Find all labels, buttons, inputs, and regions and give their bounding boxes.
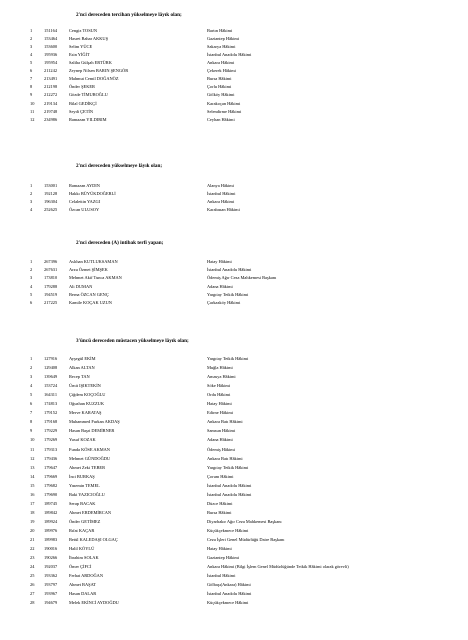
row-number: 22 [30,546,35,551]
list-row [0,582,468,590]
registry-number: 179647 [44,464,58,470]
row-number: 1 [30,356,33,361]
assignment: İstanbul Anadolu Hâkimi [207,52,252,58]
assignment: İstanbul Anadolu Hâkimi [207,267,252,273]
list-row [0,109,468,117]
row-number: 28 [30,600,35,606]
assignment: Gaziantep Hâkimi [207,555,240,561]
assignment: Amasya Hâkimi [207,374,236,380]
row-number: 26 [30,582,35,588]
registry-number: 179690 [44,491,58,497]
list-row [0,365,468,373]
person-name: Alkan ALTAN [69,365,95,371]
list-row [0,492,468,500]
section-heading: 2'nci dereceden (A) intibak terfi yapan; [76,240,164,246]
row-number: 5 [30,291,33,297]
registry-number: 267396 [44,259,58,264]
list-row [0,537,468,545]
assignment: Söke Hâkimi [207,383,231,389]
row-number: 21 [30,537,35,542]
assignment: Hatay Hâkimi [207,259,232,264]
list-row [0,591,468,599]
section-heading: 2'nci dereceden yükselmeye lâyık olan; [76,163,163,169]
registry-number: 164311 [44,392,58,398]
list-row [0,573,468,581]
person-name: Özcan ULUSOY [69,207,100,213]
row-number: 4 [30,207,33,213]
list-row [0,267,468,275]
list-row [0,92,468,100]
list-row [0,60,468,68]
registry-number: 179269 [44,437,58,443]
assignment: Gölköy Hâkimi [207,92,235,98]
row-number: 2 [30,267,33,273]
assignment: Diyarbakır Ağır Ceza Mahkemesi Başkanı [207,518,282,524]
registry-number: 153724 [44,383,58,389]
person-name: Ahmet BAŞAT [69,582,96,588]
assignment: İstanbul Anadolu Hâkimi [207,591,252,597]
assignment: Ceyhan Hâkimi [207,116,235,122]
person-name: Saliha Gülşah ERTÜRK [69,60,112,66]
list-row [0,76,468,84]
registry-number: 189983 [44,537,58,542]
list-row [0,564,468,572]
list-row [0,300,468,308]
person-name: Ramazan AYDIN [69,183,100,188]
person-name: Hasret Bahar AKKUŞ [69,36,109,41]
row-number: 2 [30,365,33,371]
list-row [0,519,468,527]
person-name: Baki YAZICIOĞLU [69,491,105,497]
row-number: 10 [30,100,35,106]
list-row [0,546,468,554]
registry-number: 213491 [44,76,58,82]
person-name: Kamile KOÇAK UZUN [69,300,112,305]
row-number: 25 [30,573,35,579]
list-row [0,410,468,418]
row-number: 1 [30,259,33,264]
assignment: Çekerek Hâkimi [207,68,236,74]
person-name: Ramazan YILDIRIM [69,116,107,122]
row-number: 23 [30,555,35,561]
list-row [0,259,468,267]
row-number: 9 [30,92,33,98]
list-row [0,284,468,292]
person-name: Melek EKİNCİ AYDOĞDU [69,600,119,606]
person-name: Mahmut Cemil DOĞANÖZ [69,76,119,82]
assignment: Gölbaşı(Ankara) Hâkimi [207,582,251,588]
person-name: Serap BACAK [69,500,96,506]
assignment: Gaziantep Hâkimi [207,36,240,41]
row-number: 24 [30,564,35,570]
person-name: Hasan DALAR [69,591,97,597]
person-name: Recep TAN [69,374,90,380]
person-name: Bilal GEDİKÇİ [69,100,97,106]
registry-number: 179168 [44,419,58,425]
list-row [0,101,468,109]
person-name: Zeynep Nilsen BARIN ŞENGÖR [69,68,129,74]
assignment: Ordu Hâkimi [207,392,231,398]
list-row [0,207,468,215]
list-row [0,437,468,445]
person-name: Arzu Özmet ŞİMŞEK [69,267,108,273]
assignment: Ankara Hâkimi [207,60,235,66]
row-number: 6 [30,68,33,74]
list-row [0,392,468,400]
assignment: Alanya Hâkimi [207,183,234,188]
person-name: Halil KÖYLÜ [69,546,95,551]
assignment: Yargıtay Tetkik Hâkimi [207,291,249,297]
list-row [0,374,468,382]
row-number: 4 [30,383,33,389]
person-name: Önder ŞEKER [69,84,95,90]
person-name: Berna ÖZCAN GENÇ [69,291,109,297]
row-number: 18 [30,509,35,515]
list-row [0,356,468,364]
registry-number: 179313 [44,446,58,452]
registry-number: 153464 [44,36,58,41]
list-row [0,52,468,60]
list-row [0,275,468,283]
list-row [0,555,468,563]
list-row [0,199,468,207]
row-number: 12 [30,455,35,461]
list-row [0,483,468,491]
assignment: Edirne Hâkimi [207,410,233,416]
registry-number: 189924 [44,518,58,524]
row-number: 2 [30,191,33,197]
assignment: Adana Hâkimi [207,437,233,443]
assignment: Bartın Hâkimi [207,28,233,33]
row-number: 8 [30,419,33,425]
registry-number: 153600 [44,44,58,50]
row-number: 5 [30,60,33,66]
person-name: Çiğdem KOÇOĞLU [69,392,106,398]
assignment: Ankara Batı Hâkimi [207,455,243,461]
registry-number: 139649 [44,374,58,380]
row-number: 5 [30,392,33,398]
person-name: Cengiz TOSUN [69,28,98,33]
row-number: 3 [30,44,33,50]
row-number: 6 [30,401,33,407]
registry-number: 127916 [44,356,58,361]
assignment: Ödemiş Ağır Ceza Mahkemesi Başkanı [207,275,277,281]
person-name: Hasan Başri DEMİRNER [69,428,115,434]
person-name: Yasemin TEMEL [69,482,100,488]
registry-number: 189976 [44,528,58,533]
row-number: 12 [30,116,35,122]
registry-number: 193797 [44,582,58,588]
registry-number: 193362 [44,573,58,579]
list-row [0,28,468,36]
person-name: Rıfat KAÇAR [69,528,95,533]
row-number: 3 [30,199,33,205]
registry-number: 129408 [44,365,58,371]
assignment: Çorlu Hâkimi [207,84,232,90]
list-row [0,68,468,76]
person-name: Esin YİĞİT [69,52,90,58]
list-row [0,36,468,44]
list-row [0,419,468,427]
person-name: Funda KÖSE AKMAN [69,446,110,452]
list-row [0,510,468,518]
registry-number: 194519 [44,291,58,297]
row-number: 2 [30,36,33,41]
row-number: 7 [30,410,33,416]
list-row [0,191,468,199]
assignment: Ankara Hâkimi [207,199,235,205]
assignment: Sakarya Hâkimi [207,44,236,50]
assignment: İstanbul Hâkimi [207,573,236,579]
registry-number: 151164 [44,28,58,33]
registry-number: 267631 [44,267,58,273]
assignment: Çorum Hâkimi [207,473,234,479]
assignment: İstanbul Hâkimi [207,191,236,197]
person-name: Aslıhan KUTLUKSAMAN [69,259,118,264]
person-name: Yusuf KOZAK [69,437,96,443]
registry-number: 179669 [44,473,58,479]
list-row [0,44,468,52]
assignment: Düzce Hâkimi [207,500,233,506]
row-number: 7 [30,76,33,82]
assignment: İstanbul Anadolu Hâkimi [207,491,252,497]
row-number: 4 [30,52,33,58]
assignment: Hatay Hâkimi [207,401,232,407]
registry-number: 189745 [44,500,58,506]
row-number: 3 [30,275,33,281]
row-number: 11 [30,108,35,114]
row-number: 1 [30,183,33,188]
person-name: Ümit IŞIKTEKİN [69,383,101,389]
row-number: 3 [30,374,33,380]
assignment: Bursa Hâkimi [207,509,232,515]
registry-number: 192128 [44,191,58,197]
registry-number: 217225 [44,300,58,305]
registry-number: 212198 [44,84,58,90]
list-row [0,292,468,300]
registry-number: 179229 [44,428,58,434]
list-row [0,528,468,536]
list-row [0,401,468,409]
list-row [0,474,468,482]
registry-number: 190266 [44,555,58,561]
list-row [0,383,468,391]
person-name: Önder GETİMEZ [69,518,101,524]
registry-number: 190016 [44,546,58,551]
row-number: 20 [30,528,35,533]
row-number: 27 [30,591,35,597]
row-number: 8 [30,84,33,90]
person-name: Hakkı BÜYÜKDOĞERLİ [69,191,116,197]
person-name: Selim YÜCE [69,44,93,50]
list-row [0,117,468,125]
section-heading: 3'üncü dereceden müstacen yükselmeye lâyık olan; [76,338,189,344]
list-row [0,447,468,455]
person-name: Ahmet ERDEMİRCAN [69,509,112,515]
row-number: 1 [30,28,33,33]
assignment: Karakoçan Hâkimi [207,100,241,106]
list-row [0,456,468,464]
row-number: 9 [30,428,33,434]
registry-number: 219748 [44,108,58,114]
list-row [0,600,468,608]
assignment: Ankara Batı Hâkimi [207,419,243,425]
person-name: Seydi ÇETİN [69,108,94,114]
person-name: Merve KARATAŞ [69,410,102,416]
assignment: İstanbul Anadolu Hâkimi [207,482,252,488]
registry-number: 194679 [44,600,58,606]
registry-number: 219134 [44,100,58,106]
person-name: Ömer ÇİFCİ [69,564,92,570]
row-number: 19 [30,518,35,524]
person-name: İnci BURKAŞ [69,473,95,479]
registry-number: 179288 [44,283,58,289]
assignment: Ceza İşleri Genel Müdürlüğü Daire Başkanı [207,537,285,542]
registry-number: 252625 [44,207,58,213]
person-name: Ali DUMAN [69,283,93,289]
row-number: 6 [30,300,33,305]
person-name: Ferhat ARDOĞAN [69,573,104,579]
registry-number: 193967 [44,591,58,597]
person-name: İbrahim SOLAK [69,555,99,561]
person-name: Muhammed Furkan AKDAŞ [69,419,120,425]
person-name: Mehmet Akif Tunca AKMAN [69,275,122,281]
registry-number: 179152 [44,410,58,416]
registry-number: 192037 [44,564,58,570]
registry-number: 189842 [44,509,58,515]
section-heading: 2'nci dereceden tercihan yükselmeye lâyık olan; [76,12,182,18]
list-row [0,84,468,92]
row-number: 16 [30,491,35,497]
assignment: Samsun Hâkimi [207,428,236,434]
registry-number: 173810 [44,275,58,281]
row-number: 17 [30,500,35,506]
assignment: Adana Hâkimi [207,283,233,289]
list-row [0,465,468,473]
assignment: Çarkazköy Hâkimi [207,300,241,305]
row-number: 11 [30,446,35,452]
assignment: Muğla Hâkimi [207,365,233,371]
assignment: Ankara Hâkimi (Bilgi İşlem Genel Müdürlüğünde Tetkik Hâkimi olarak görevli) [207,564,349,570]
registry-number: 179436 [44,455,58,461]
person-name: Mehmet GÜNDOĞDU [69,455,111,461]
registry-number: 174813 [44,401,58,407]
assignment: Hatay Hâkimi [207,546,232,551]
person-name: Gözde TİMUROĞLU [69,92,108,98]
person-name: Oğuzhan KUZZUK [69,401,104,407]
registry-number: 234986 [44,116,58,122]
assignment: Ödemiş Hâkimi [207,446,235,452]
assignment: Karabasan Hâkimi [207,207,240,213]
row-number: 4 [30,283,33,289]
registry-number: 211242 [44,68,58,74]
person-name: Ayşegül EKİM [69,356,96,361]
row-number: 10 [30,437,35,443]
row-number: 13 [30,464,35,470]
list-row [0,183,468,191]
assignment: Selendirme Hâkimi [207,108,242,114]
registry-number: 195936 [44,52,58,58]
assignment: Yargıtay Tetkik Hâkimi [207,356,249,361]
registry-number: 153001 [44,183,58,188]
assignment: Yargıtay Tetkik Hâkimi [207,464,249,470]
registry-number: 196304 [44,199,58,205]
registry-number: 212272 [44,92,58,98]
assignment: Küçükçekmece Hâkimi [207,600,249,606]
person-name: Betül KALEDAŞI OLGAÇ [69,537,118,542]
row-number: 15 [30,482,35,488]
list-row [0,428,468,436]
row-number: 14 [30,473,35,479]
person-name: Ahmet Zeki TEBER [69,464,106,470]
assignment: Bursa Hâkimi [207,76,232,82]
assignment: Küçükçekmece Hâkimi [207,528,249,533]
registry-number: 179682 [44,482,58,488]
person-name: Celalettin YAZGI [69,199,101,205]
registry-number: 195954 [44,60,58,66]
list-row [0,501,468,509]
